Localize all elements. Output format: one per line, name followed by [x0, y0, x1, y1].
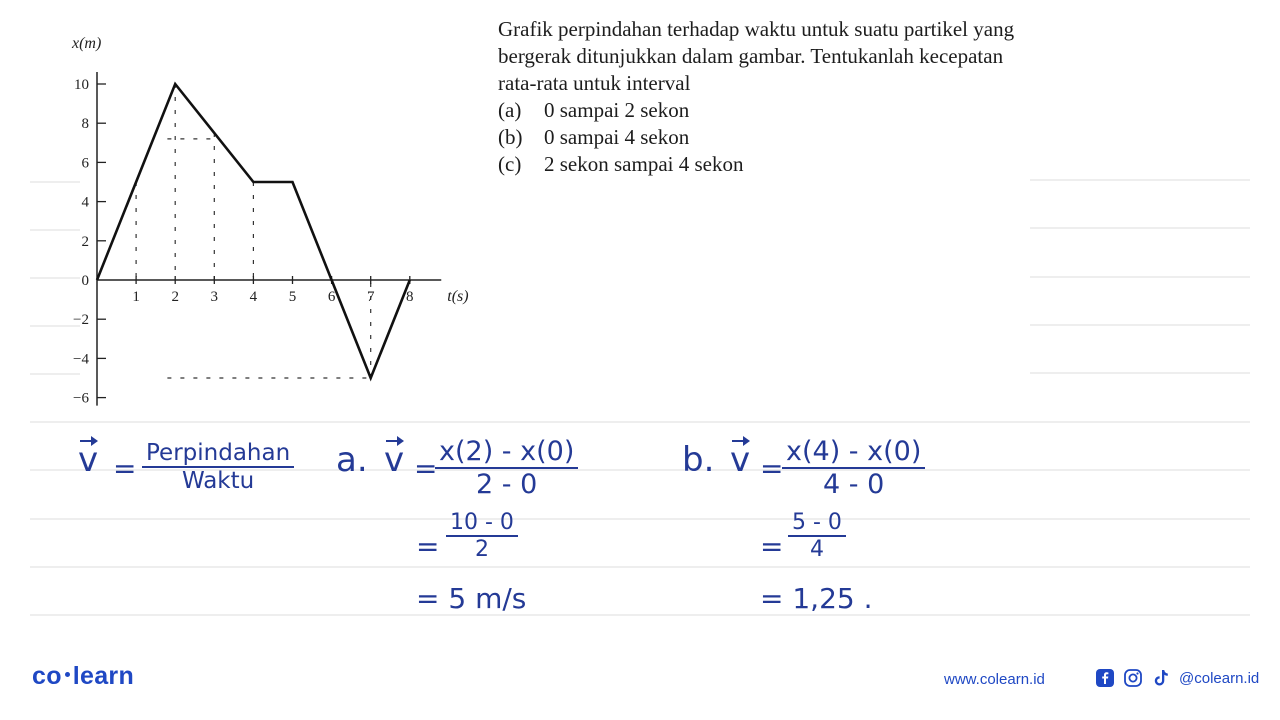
graph-line: [97, 84, 410, 378]
y-tick-label: 8: [81, 116, 89, 133]
item-text: 2 sekon sampai 4 sekon: [544, 152, 744, 176]
item-label: (a): [498, 98, 522, 122]
y-tick-label: 10: [74, 77, 89, 93]
x-tick-label: 1: [132, 289, 140, 305]
definition-equals: =: [113, 452, 137, 485]
part-a-denominator: 2 - 0: [476, 469, 538, 500]
logo-dot: [65, 672, 70, 677]
footer-url[interactable]: www.colearn.id: [944, 671, 1045, 688]
part-a-numerator: x(2) - x(0): [435, 436, 578, 469]
part-a-step2-denominator: 2: [474, 537, 489, 562]
x-tick-label: 5: [288, 289, 297, 305]
definition-fraction: [142, 440, 294, 494]
part-a-step2-equals: =: [416, 530, 440, 563]
part-b-equals: =: [760, 452, 784, 485]
problem-item-b: [498, 124, 1038, 151]
item-label: (b): [498, 125, 523, 149]
y-tick-label: 0: [81, 273, 89, 289]
part-b-fraction: [782, 436, 925, 500]
x-tick-label: 6: [327, 289, 336, 305]
y-tick-label: −6: [73, 390, 89, 407]
y-axis-label: x(m): [72, 35, 102, 52]
problem-item-a: [498, 97, 1038, 124]
part-b-result: = 1,25 .: [760, 582, 873, 615]
definition-denominator: Waktu: [181, 468, 255, 494]
y-tick-label: −4: [73, 351, 89, 368]
x-tick-label: 3: [210, 289, 219, 305]
x-tick-label: 8: [406, 289, 414, 305]
part-a-step2-fraction: [446, 510, 518, 562]
definition-numerator: Perpindahan: [142, 440, 294, 468]
social-handle[interactable]: @colearn.id: [1179, 669, 1260, 687]
part-b-step2-numerator: 5 - 0: [788, 510, 846, 537]
y-tick-label: 4: [81, 194, 89, 211]
x-tick-label: 7: [366, 289, 375, 305]
x-tick-label: 2: [171, 289, 179, 305]
part-a-label: a.: [336, 440, 368, 480]
part-a-step2-numerator: 10 - 0: [446, 510, 518, 537]
y-tick-label: 6: [81, 155, 89, 172]
x-tick-label: 4: [249, 289, 258, 305]
part-b-numerator: x(4) - x(0): [782, 436, 925, 469]
item-text: 0 sampai 2 sekon: [544, 98, 690, 122]
item-label: (c): [498, 152, 522, 176]
item-text: 0 sampai 4 sekon: [544, 125, 690, 149]
part-b-step2-fraction: [788, 510, 846, 562]
y-tick-label: 2: [81, 233, 89, 250]
tiktok-icon[interactable]: [1151, 668, 1171, 688]
part-b-step2-equals: =: [760, 530, 784, 563]
x-axis-label: t(s): [447, 288, 469, 305]
part-a-equals: =: [414, 452, 438, 485]
part-b-denominator: 4 - 0: [823, 469, 885, 500]
colearn-logo: co learn: [32, 662, 135, 690]
problem-item-c: [498, 151, 1038, 178]
displacement-time-graph: [0, 0, 470, 420]
y-tick-label: −2: [73, 312, 89, 329]
definition-velocity-symbol: v: [78, 440, 99, 480]
facebook-icon[interactable]: [1095, 668, 1115, 688]
social-links: [1095, 668, 1259, 688]
part-a-velocity-symbol: v: [384, 440, 405, 480]
part-a-result: = 5 m/s: [416, 582, 527, 615]
part-b-velocity-symbol: v: [730, 440, 751, 480]
part-a-fraction: [435, 436, 578, 500]
part-b-label: b.: [682, 440, 715, 480]
instagram-icon[interactable]: [1123, 668, 1143, 688]
problem-statement: [498, 16, 1038, 178]
problem-intro: Grafik perpindahan terhadap waktu untuk suatu partikel yang bergerak ditunjukkan dalam gambar. Tentukanlah kecepatan rata-rata untuk interval: [498, 17, 1015, 95]
part-b-step2-denominator: 4: [809, 537, 824, 562]
